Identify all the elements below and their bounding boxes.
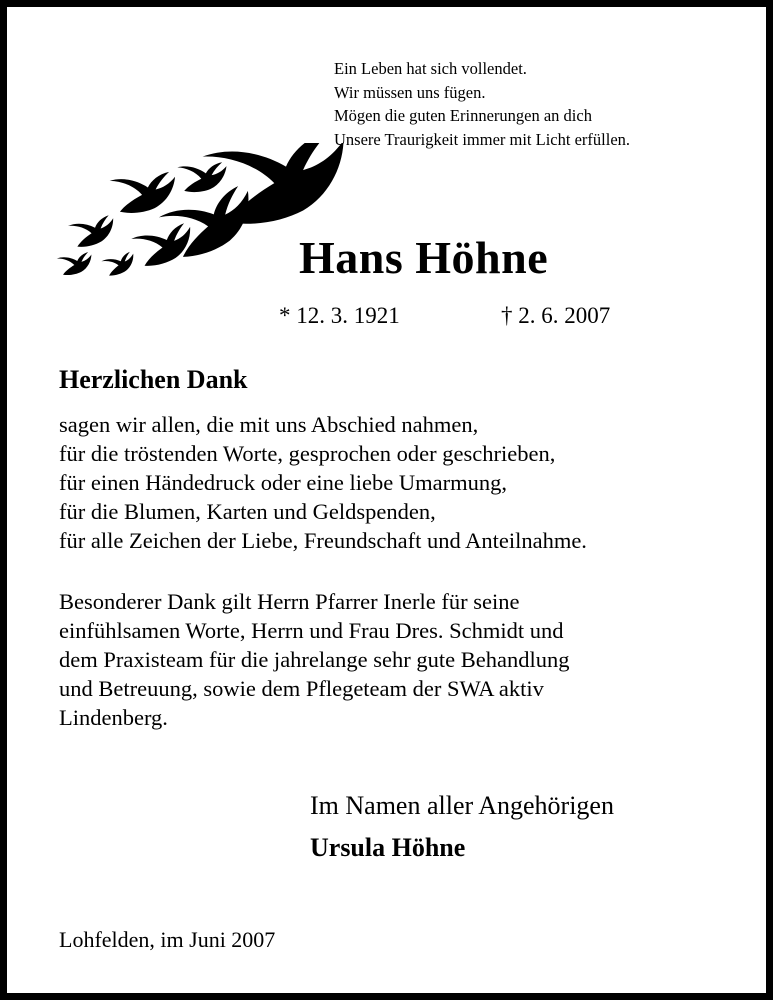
text-line: Besonderer Dank gilt Herrn Pfarrer Inerle für seine <box>59 589 520 614</box>
poem-line: Mögen die guten Erinnerungen an dich <box>334 106 592 125</box>
deceased-name: Hans Höhne <box>299 232 549 283</box>
text-line: und Betreuung, sowie dem Pflegeteam der SWA aktiv <box>59 676 544 701</box>
closing-line: Im Namen aller Angehörigen <box>310 791 614 820</box>
birth-date: * 12. 3. 1921 <box>279 303 400 328</box>
text-line: für die tröstenden Worte, gesprochen oder geschrieben, <box>59 441 556 466</box>
text-line: für einen Händedruck oder eine liebe Umarmung, <box>59 470 507 495</box>
thanks-heading: Herzlichen Dank <box>59 365 248 394</box>
special-thanks-paragraph <box>59 587 569 732</box>
place-date: Lohfelden, im Juni 2007 <box>59 927 276 952</box>
text-line: sagen wir allen, die mit uns Abschied nahmen, <box>59 412 479 437</box>
text-line: für alle Zeichen der Liebe, Freundschaft und Anteilnahme. <box>59 528 587 553</box>
poem-line: Wir müssen uns fügen. <box>334 82 486 102</box>
poem-line: Unsere Traurigkeit immer mit Licht erfüllen. <box>334 129 631 149</box>
death-date: † 2. 6. 2007 <box>501 303 611 328</box>
poem-line: Ein Leben hat sich vollendet. <box>334 59 527 78</box>
signer-name: Ursula Höhne <box>310 833 466 862</box>
text-line: für die Blumen, Karten und Geldspenden, <box>59 499 436 524</box>
memorial-poem <box>334 57 630 151</box>
text-line: dem Praxisteam für die jahrelange sehr gute Behandlung <box>59 647 570 672</box>
text-line: einfühlsamen Worte, Herrn und Frau Dres. Schmidt und <box>59 618 564 643</box>
thanks-paragraph <box>59 410 587 555</box>
text-line: Lindenberg. <box>59 705 168 730</box>
